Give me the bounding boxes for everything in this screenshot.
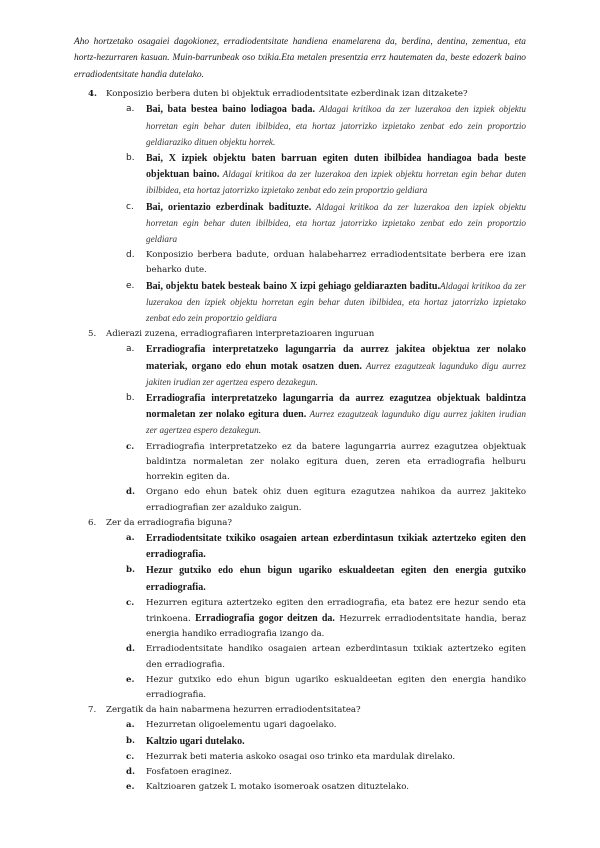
option-bold-text: Erradiografia interpretatzeko lagungarria da aurrez jakitea objektua zer nolako materiak, organo edo ehun motak osatzen duen. <box>146 344 526 372</box>
option-letter: a. <box>126 720 135 731</box>
option-text <box>146 200 526 249</box>
question-text: Konposizio berbera duten bi objektuk erradiodentsitate ezberdinak izan ditzakete? <box>106 89 468 100</box>
answer-option <box>74 279 526 328</box>
option-text <box>146 151 526 200</box>
option-bold-text: Hezur gutxiko edo ehun bigun ugariko eskualdeetan egiten den energia gutxiko erradiografia. <box>146 565 526 593</box>
option-letter: b. <box>126 153 135 164</box>
option-list <box>74 718 526 795</box>
question-text: Adierazi zuzena, erradiografiaren interpretazioaren inguruan <box>106 329 375 340</box>
option-letter: a. <box>126 532 135 543</box>
answer-option <box>74 391 526 440</box>
question-number: 7. <box>88 705 97 716</box>
option-letter: a. <box>126 344 135 355</box>
question-4 <box>74 87 526 102</box>
option-letter: d. <box>126 644 136 655</box>
option-plain-text: Organo edo ehun batek ohiz duen egitura ezagutzea nahikoa da aurrez jakiteko erradiografian zer azalduko zaigun. <box>146 487 526 513</box>
option-plain-text: Erradiografia interpretatzeko ez da batere lagungarria aurrez ezagutzea objektuak baldintza normaletan zer nolako egitura duen, zeren eta erradiografia helburu horrekin egiten da. <box>146 441 526 483</box>
option-text <box>146 734 526 750</box>
option-text <box>146 440 526 486</box>
question-5 <box>74 327 526 342</box>
answer-option <box>74 102 526 151</box>
question-number: 6. <box>88 517 97 528</box>
option-text <box>146 485 526 515</box>
option-plain-text: Erradiodentsitate handiko osagaien artean ezberdintasun txikiak aztertzeko egiten den erradiografia. <box>146 644 526 670</box>
option-text <box>146 765 526 780</box>
option-italic-text: Aldagai kritikoa da zer luzerakoa den izpiek objektu horretan egin behar duten ibilbidea, eta hortaz jatorrizko izpietako zenbat edo zein proportzio geldiara <box>146 169 526 196</box>
option-letter: b. <box>126 735 136 746</box>
option-plain-text: Hezurrak beti materia askoko osagai oso trinko eta mardulak direlako. <box>146 751 456 762</box>
option-list <box>74 102 526 327</box>
option-plain-text: Kaltzioaren gatzek L motako isomeroak osatzen dituztelako. <box>146 782 409 793</box>
option-letter: a. <box>126 104 135 115</box>
option-text <box>146 673 526 703</box>
option-bold-text: Bai, bata bestea baino lodiagoa bada. <box>146 104 316 116</box>
option-plain-text: Hezurrek erradiodentsitate handia, beraz energia handiko erradiografia izango da. <box>146 613 527 640</box>
question-list <box>74 87 526 795</box>
option-text <box>146 248 526 278</box>
option-text <box>146 531 526 563</box>
option-list <box>74 342 526 515</box>
option-plain-text: Konposizio berbera badute, orduan halabeharrez erradiodentsitate berbera ere izan beharko dute. <box>146 250 526 276</box>
option-plain-text: Fosfatoen eraginez. <box>146 766 232 777</box>
answer-option <box>74 780 526 795</box>
option-italic-text: Aurrez ezagutzeak lagunduko digu aurrez jakiten irudian zer agertzea espero dezakegun. <box>146 360 526 387</box>
option-letter: e. <box>126 280 135 291</box>
option-text <box>146 563 526 595</box>
option-list <box>74 531 526 703</box>
option-italic-text: Aurrez ezagutzeak lagunduko digu aurrez jakiten irudian zer agertzea espero dezakegun. <box>146 409 526 436</box>
option-bold-text: Erradiografia interpretatzeko lagungarria da aurrez ezagutzea objektuak baldintza normaletan zer nolako egitura duen. <box>146 393 526 421</box>
answer-option <box>74 151 526 200</box>
answer-option <box>74 563 526 595</box>
option-letter: b. <box>126 565 136 576</box>
option-letter: c. <box>126 441 135 452</box>
option-text <box>146 642 526 672</box>
option-plain-text: Hezurretan oligoelementu ugari dagoelako. <box>146 720 337 731</box>
answer-option <box>74 342 526 391</box>
option-text <box>146 342 526 391</box>
answer-option <box>74 248 526 278</box>
answer-option <box>74 596 526 643</box>
option-bold-text: Bai, objektu batek besteak baino X izpi gehiago geldiarazten baditu. <box>146 280 440 292</box>
option-text <box>146 780 526 795</box>
option-text <box>146 750 526 765</box>
option-italic-text: Aldagai kritikoa da zer luzerakoa den izpiek objektu horretan egin behar duten ibilbidea, eta hortaz jatorrizko izpietako zenbat edo zein proportzio geldiaraziko dituen objektu horrek. <box>146 104 526 147</box>
option-bold-text: Kaltzio ugari dutelako. <box>146 735 245 747</box>
question-number: 4. <box>88 89 97 100</box>
answer-option <box>74 734 526 750</box>
question-6 <box>74 516 526 531</box>
option-bold-text: Erradiodentsitate txikiko osagaien artean ezberdintasun txikiak aztertzeko egiten den erradiografia. <box>146 532 526 561</box>
option-bold-text: Bai, orientazio ezberdinak badituzte. <box>146 201 312 213</box>
option-letter: b. <box>126 393 135 404</box>
option-bold-text: Erradiografia gogor deitzen da. <box>195 612 335 624</box>
answer-option <box>74 642 526 672</box>
question-text: Zergatik da hain nabarmena hezurren erradiodentsitatea? <box>106 705 361 716</box>
answer-option <box>74 531 526 563</box>
answer-option <box>74 718 526 733</box>
option-bold-text: Bai, X izpiek objektu baten barruan egiten duten ibilbidea handiagoa bada beste objektuan baino. <box>146 153 526 181</box>
answer-option <box>74 750 526 765</box>
option-letter: e. <box>126 674 135 685</box>
option-text <box>146 718 526 733</box>
answer-option <box>74 765 526 780</box>
option-letter: e. <box>126 782 135 793</box>
question-7 <box>74 703 526 718</box>
option-plain-text: Hezur gutxiko edo ehun bigun ugariko eskualdeetan egiten den energia handiko erradiografia. <box>146 674 526 700</box>
option-italic-text: Aldagai kritikoa da zer luzerakoa den izpiek objektu horretan egin behar duten ibilbidea, eta hortaz jatorrizko izpietako zenbat edo zein proportzio geldiara <box>146 280 526 324</box>
option-letter: c. <box>126 201 134 212</box>
option-text <box>146 279 526 328</box>
option-letter: d. <box>126 766 136 777</box>
option-text <box>146 391 526 440</box>
option-text <box>146 596 526 643</box>
question-number: 5. <box>88 329 97 340</box>
option-letter: d. <box>126 487 136 498</box>
answer-option <box>74 485 526 515</box>
answer-option <box>74 440 526 486</box>
option-text <box>146 102 526 151</box>
option-italic-text: Aldagai kritikoa da zer luzerakoa den izpiek objektu horretan egin behar duten ibilbidea, eta hortaz jatorrizko izpietako zenbat edo zein proportzio geldiara <box>146 201 527 245</box>
option-letter: d. <box>126 250 135 261</box>
question-text: Zer da erradiografia biguna? <box>106 517 232 528</box>
option-letter: c. <box>126 751 135 762</box>
option-letter: c. <box>126 597 135 608</box>
answer-option <box>74 200 526 249</box>
intro-paragraph: Aho hortzetako osagaiei dagokionez, erradiodentsitate handiena enamelarena da, berdina, dentina, zementua, eta hortz-hezurraren kasuan. Muin-barrunbeak oso txikia.Eta metalen presentzia errz hautematen da, beste edozerk baino erradiodentsitate handia dutelako. <box>74 37 526 80</box>
answer-option <box>74 673 526 703</box>
option-plain-text: Hezurren egitura aztertzeko egiten den erradiografia, eta batez ere hezur sendo eta trinkoena. <box>146 597 526 624</box>
